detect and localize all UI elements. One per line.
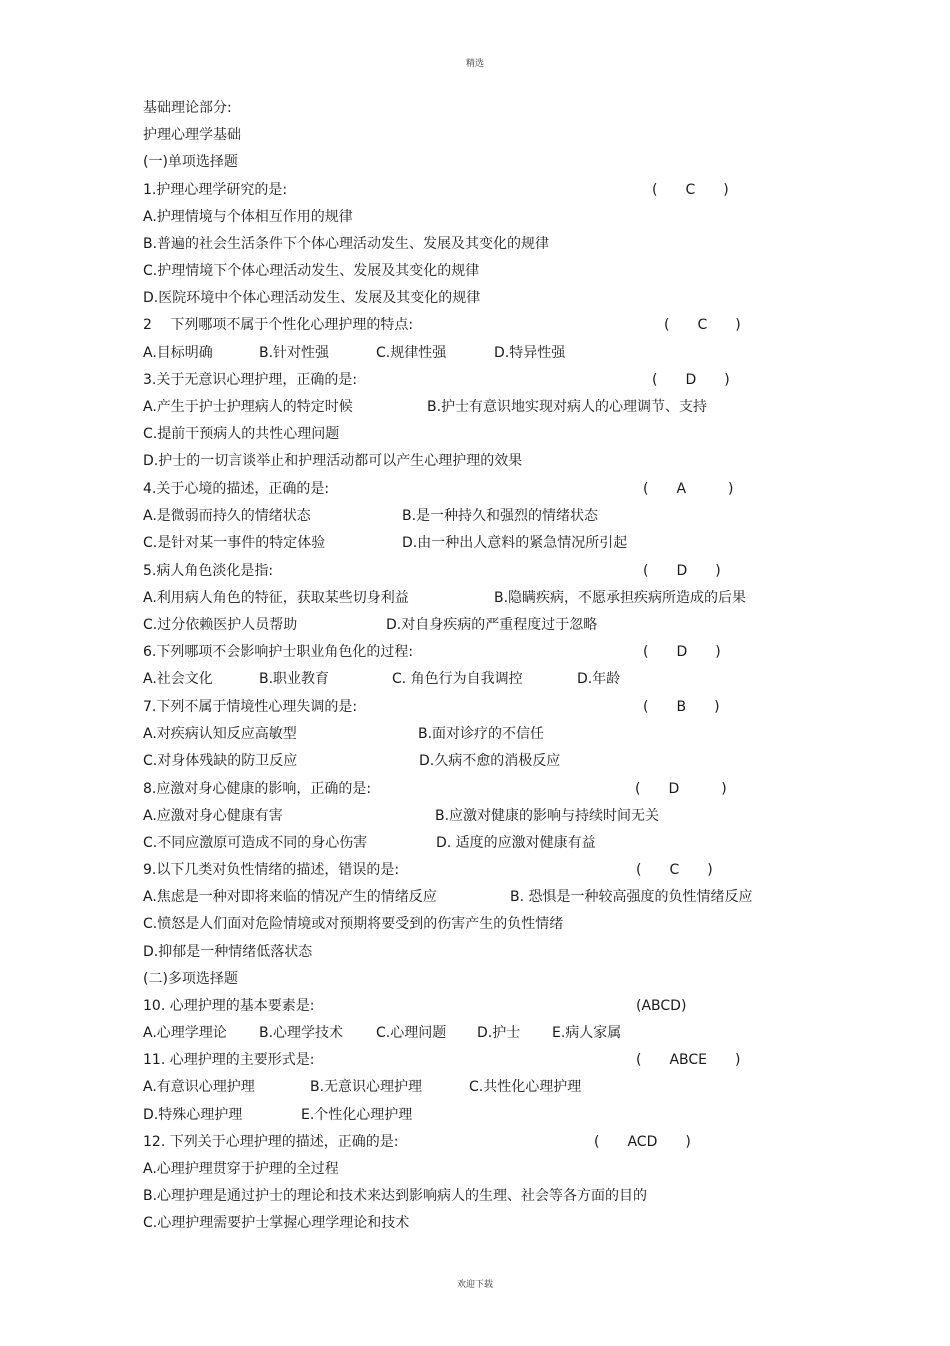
option-1b: B.普遍的社会生活条件下个体心理活动发生、发展及其变化的规律 [143,236,550,252]
option-7d: D.久病不愈的消极反应 [419,753,561,769]
option-4a: A.是微弱而持久的情绪状态 [143,508,311,524]
subsection-title: 护理心理学基础 [143,127,241,143]
option-7c: C.对身体残缺的防卫反应 [143,753,298,769]
question-3: 3.关于无意识心理护理，正确的是: [143,372,358,388]
option-3a: A.产生于护士护理病人的特定时候 [143,399,353,415]
question-8: 8.应激对身心健康的影响，正确的是: [143,781,372,797]
option-5a: A.利用病人角色的特征，获取某些切身利益 [143,590,409,606]
option-8a: A.应激对身心健康有害 [143,808,283,824]
option-6c: C. 角色行为自我调控 [392,671,523,687]
option-3b: B.护士有意识地实现对病人的心理调节、支持 [427,399,708,415]
option-2c: C.规律性强 [376,345,447,361]
option-7a: A.对疾病认知反应高敏型 [143,726,297,742]
question-4: 4.关于心境的描述，正确的是: [143,481,330,497]
answer-10: (ABCD) [636,998,687,1014]
question-type-heading: (二)多项选择题 [143,971,238,987]
option-5d: D.对自身疾病的严重程度过于忽略 [386,617,598,633]
option-12b: B.心理护理是通过护士的理论和技术来达到影响病人的生理、社会等各方面的目的 [143,1188,648,1204]
option-6d: D.年龄 [577,671,621,687]
option-1c: C.护理情境下个体心理活动发生、发展及其变化的规律 [143,263,480,279]
option-11e: E.个性化心理护理 [301,1107,413,1123]
section-title: 基础理论部分: [143,100,232,116]
option-9d: D.抑郁是一种情绪低落状态 [143,944,313,960]
question-2: 2 下列哪项不属于个性化心理护理的特点: [143,317,414,333]
answer-8: ( D ) [635,781,727,797]
option-11b: B.无意识心理护理 [310,1079,423,1095]
answer-6: ( D ) [643,644,721,660]
answer-7: ( B ) [643,699,720,715]
option-3d: D.护士的一切言谈举止和护理活动都可以产生心理护理的效果 [143,453,523,469]
option-6b: B.职业教育 [259,671,330,687]
option-6a: A.社会文化 [143,671,213,687]
question-11: 11. 心理护理的主要形式是: [143,1052,315,1068]
option-10d: D.护士 [477,1025,521,1041]
question-6: 6.下列哪项不会影响护士职业角色化的过程: [143,644,414,660]
option-10c: C.心理问题 [376,1025,447,1041]
answer-1: ( C ) [652,182,729,198]
answer-4: ( A ) [643,481,734,497]
option-10a: A.心理学理论 [143,1025,227,1041]
option-9a: A.焦虑是一种对即将来临的情况产生的情绪反应 [143,889,437,905]
answer-12: ( ACD ) [594,1134,691,1150]
option-3c: C.提前干预病人的共性心理问题 [143,426,340,442]
option-12a: A.心理护理贯穿于护理的全过程 [143,1161,339,1177]
option-11c: C.共性化心理护理 [469,1079,582,1095]
answer-3: ( D ) [652,372,730,388]
option-11d: D.特殊心理护理 [143,1107,243,1123]
page-header: 精选 [465,59,484,69]
answer-5: ( D ) [643,563,721,579]
option-7b: B.面对诊疗的不信任 [418,726,545,742]
option-2a: A.目标明确 [143,345,213,361]
option-4b: B.是一种持久和强烈的情绪状态 [402,508,599,524]
question-10: 10. 心理护理的基本要素是: [143,998,315,1014]
option-9b: B. 恐惧是一种较高强度的负性情绪反应 [510,889,753,905]
option-11a: A.有意识心理护理 [143,1079,255,1095]
option-12c: C.心理护理需要护士掌握心理学理论和技术 [143,1215,410,1231]
option-5c: C.过分依赖医护人员帮助 [143,617,298,633]
question-7: 7.下列不属于情境性心理失调的是: [143,699,358,715]
option-10e: E.病人家属 [552,1025,622,1041]
option-8b: B.应激对健康的影响与持续时间无关 [435,808,660,824]
option-9c: C.愤怒是人们面对危险情境或对预期将要受到的伤害产生的负性情绪 [143,916,564,932]
answer-2: ( C ) [664,317,741,333]
option-8c: C.不同应激原可造成不同的身心伤害 [143,835,368,851]
option-5b: B.隐瞒疾病，不愿承担疾病所造成的后果 [494,590,747,606]
page-footer: 欢迎下载 [456,1280,493,1290]
question-12: 12. 下列关于心理护理的描述，正确的是: [143,1134,399,1150]
option-2b: B.针对性强 [259,345,330,361]
option-1a: A.护理情境与个体相互作用的规律 [143,209,353,225]
question-5: 5.病人角色淡化是指: [143,563,274,579]
question-9: 9.以下几类对负性情绪的描述，错误的是: [143,862,400,878]
question-type-heading: (一)单项选择题 [143,154,238,170]
option-2d: D.特异性强 [494,345,566,361]
option-8d: D. 适度的应激对健康有益 [436,835,596,851]
answer-11: ( ABCE ) [636,1052,741,1068]
option-10b: B.心理学技术 [259,1025,344,1041]
answer-9: ( C ) [636,862,713,878]
option-4d: D.由一种出人意料的紧急情况所引起 [402,535,628,551]
question-1: 1.护理心理学研究的是: [143,182,288,198]
option-4c: C.是针对某一事件的特定体验 [143,535,326,551]
option-1d: D.医院环境中个体心理活动发生、发展及其变化的规律 [143,290,481,306]
